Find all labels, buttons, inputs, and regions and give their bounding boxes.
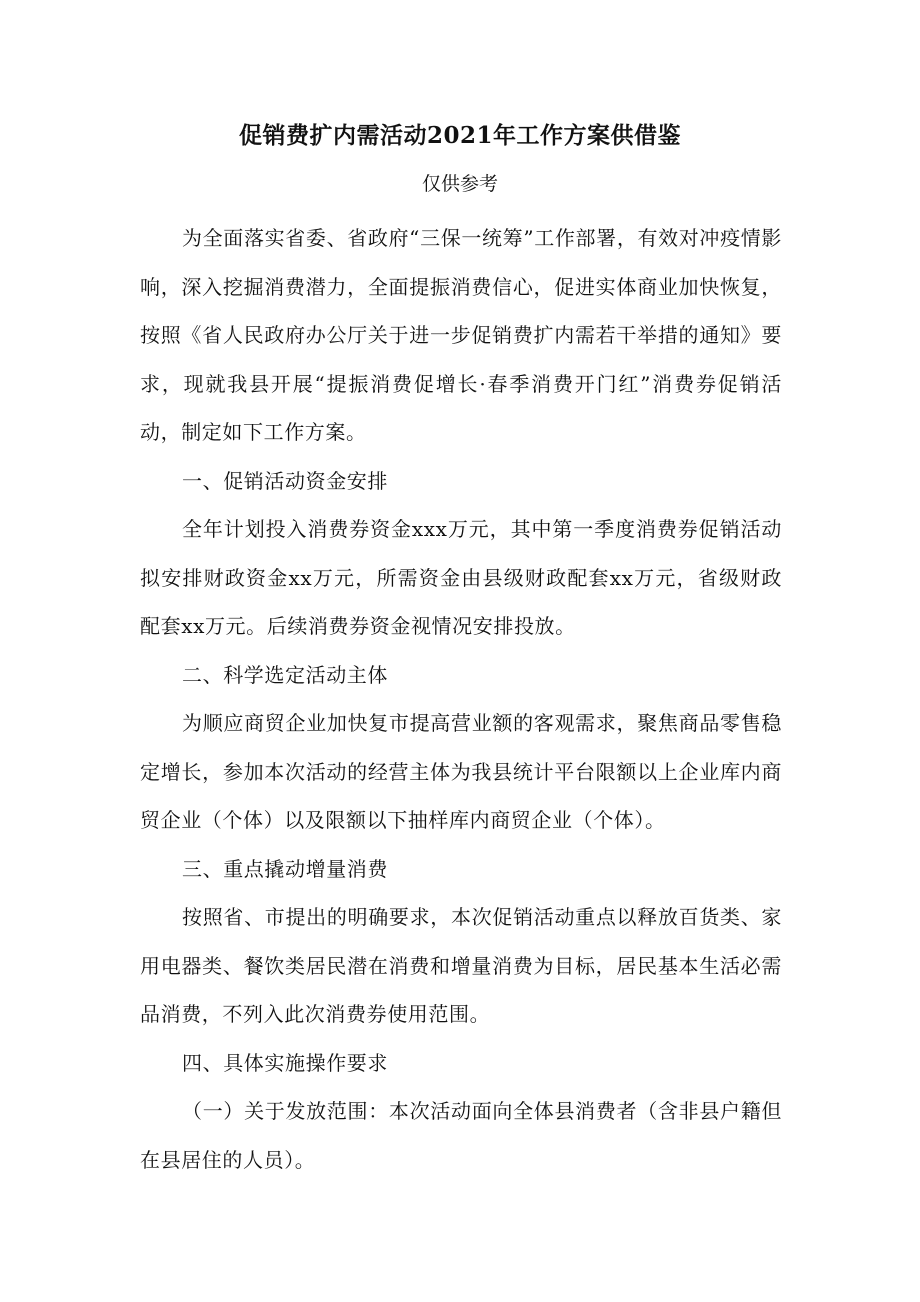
- section-heading-1: 一、促销活动资金安排: [182, 468, 388, 493]
- section-heading-3: 三、重点撬动增量消费: [182, 856, 388, 881]
- document-body: [140, 214, 782, 1184]
- section-heading-4: 四、具体实施操作要求: [182, 1050, 388, 1075]
- section-paragraph-4: （一）关于发放范围：本次活动面向全体县消费者（含非县户籍但在县居住的人员）。: [140, 1099, 782, 1172]
- document-subtitle: 仅供参考: [421, 173, 498, 195]
- section-paragraph-2: 为顺应商贸企业加快复市提高营业额的客观需求，聚焦商品零售稳定增长，参加本次活动的经营主体为我县统计平台限额以上企业库内商贸企业（个体）以及限额以下抽样库内商贸企业（个体）。: [140, 711, 782, 832]
- section-heading-2: 二、科学选定活动主体: [182, 662, 388, 687]
- section-paragraph-3: 按照省、市提出的明确要求，本次促销活动重点以释放百货类、家用电器类、餐饮类居民潜在消费和增量消费为目标，居民基本生活必需品消费，不列入此次消费券使用范围。: [140, 905, 782, 1026]
- section-paragraph-1: 全年计划投入消费券资金xxx万元，其中第一季度消费券促销活动拟安排财政资金xx万元，所需资金由县级财政配套xx万元，省级财政配套xx万元。后续消费券资金视情况安排投放。: [140, 517, 782, 638]
- intro-paragraph: 为全面落实省委、省政府“三保一统筹”工作部署，有效对冲疫情影响，深入挖掘消费潜力，全面提振消费信心，促进实体商业加快恢复，按照《省人民政府办公厅关于进一步促销费扩内需若干举措的通知》要求，现就我县开展“提振消费促增长·春季消费开门红”消费券促销活动，制定如下工作方案。: [140, 226, 782, 444]
- document-title: 促销费扩内需活动2021年工作方案供借鉴: [238, 122, 681, 149]
